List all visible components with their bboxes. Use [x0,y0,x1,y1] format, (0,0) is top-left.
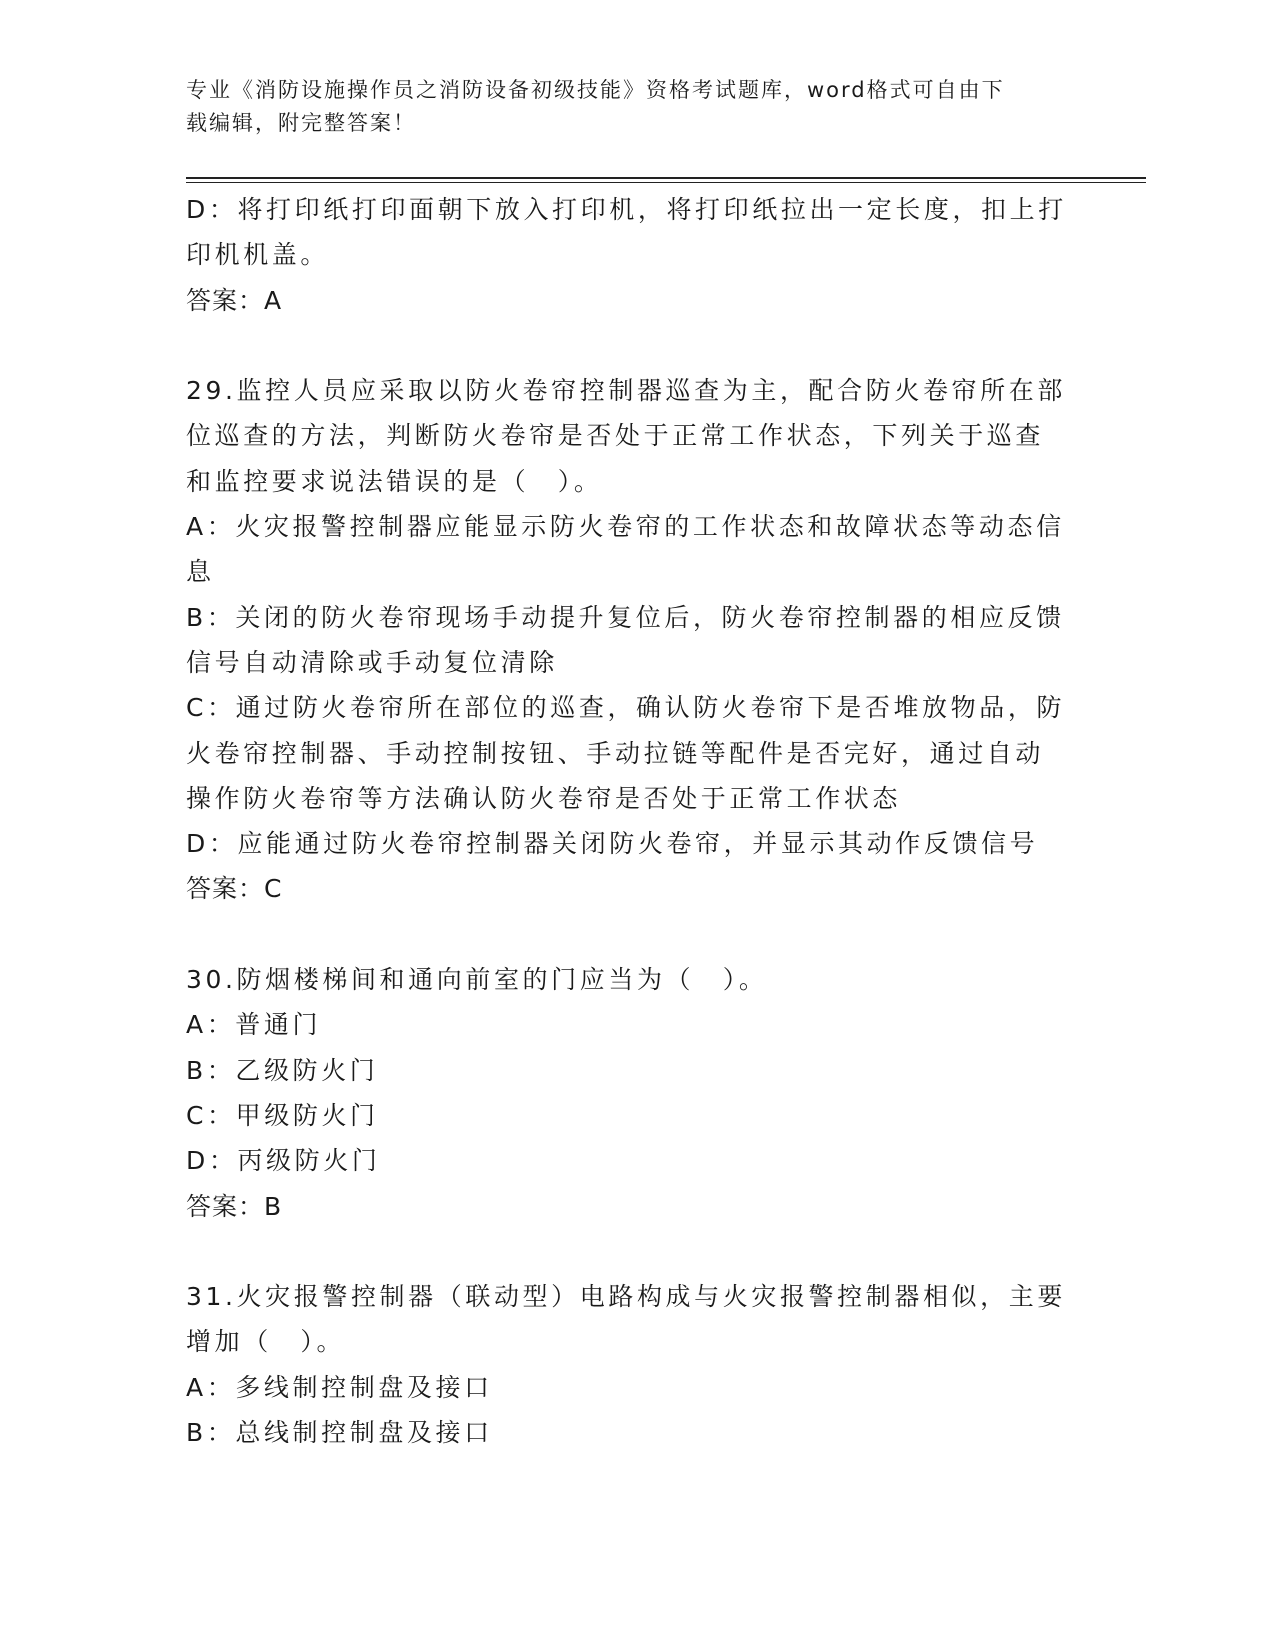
option-a: A：火灾报警控制器应能显示防火卷帘的工作状态和故障状态等动态信 [186,512,1065,542]
option-c-continued: 操作防火卷帘等方法确认防火卷帘是否处于正常工作状态 [186,783,902,813]
question-stem: 30.防烟楼梯间和通向前室的门应当为（ ）。 [186,965,768,995]
question-28-tail [186,187,1066,323]
question-stem: 29.监控人员应采取以防火卷帘控制器巡查为主，配合防火卷帘所在部 [186,376,1066,406]
answer: 答案：B [186,1191,283,1221]
option-d: D：丙级防火门 [186,1146,381,1176]
option-c-continued: 火卷帘控制器、手动控制按钮、手动拉链等配件是否完好，通过自动 [186,738,1045,768]
question-31 [186,1274,1066,1455]
option-b: B：乙级防火门 [186,1055,379,1085]
document-body [186,187,1066,1455]
question-stem: 31.火灾报警控制器（联动型）电路构成与火灾报警控制器相似，主要 [186,1282,1066,1312]
spacer [186,323,1066,368]
answer: 答案：C [186,874,283,904]
option-d: D：应能通过防火卷帘控制器关闭防火卷帘，并显示其动作反馈信号 [186,829,1039,859]
question-stem: 增加（ ）。 [186,1327,346,1357]
question-stem: 位巡查的方法，判断防火卷帘是否处于正常工作状态，下列关于巡查 [186,421,1045,451]
question-stem: 和监控要求说法错误的是（ ）。 [186,466,603,496]
option-d-continued: 印机机盖。 [186,240,330,270]
option-a: A：多线制控制盘及接口 [186,1372,493,1402]
header-divider-thick [186,177,1146,179]
header-line-2: 载编辑，附完整答案！ [186,111,416,135]
option-c: C：通过防火卷帘所在部位的巡查，确认防火卷帘下是否堆放物品，防 [186,693,1066,723]
option-a: A：普通门 [186,1010,322,1040]
spacer [186,1229,1066,1274]
question-29 [186,368,1066,912]
header-line-1: 专业《消防设施操作员之消防设备初级技能》资格考试题库，word格式可自由下 [186,78,1005,102]
header-divider-thin [186,182,1146,183]
question-30 [186,957,1066,1229]
page-header [186,74,1086,140]
option-b: B：关闭的防火卷帘现场手动提升复位后，防火卷帘控制器的相应反馈 [186,602,1065,632]
option-c: C：甲级防火门 [186,1100,379,1130]
spacer [186,912,1066,957]
answer: 答案：A [186,285,283,315]
option-a-continued: 息 [186,557,215,587]
option-b-continued: 信号自动清除或手动复位清除 [186,647,558,677]
option-d: D：将打印纸打印面朝下放入打印机，将打印纸拉出一定长度，扣上打 [186,195,1067,224]
option-b: B：总线制控制盘及接口 [186,1418,493,1448]
